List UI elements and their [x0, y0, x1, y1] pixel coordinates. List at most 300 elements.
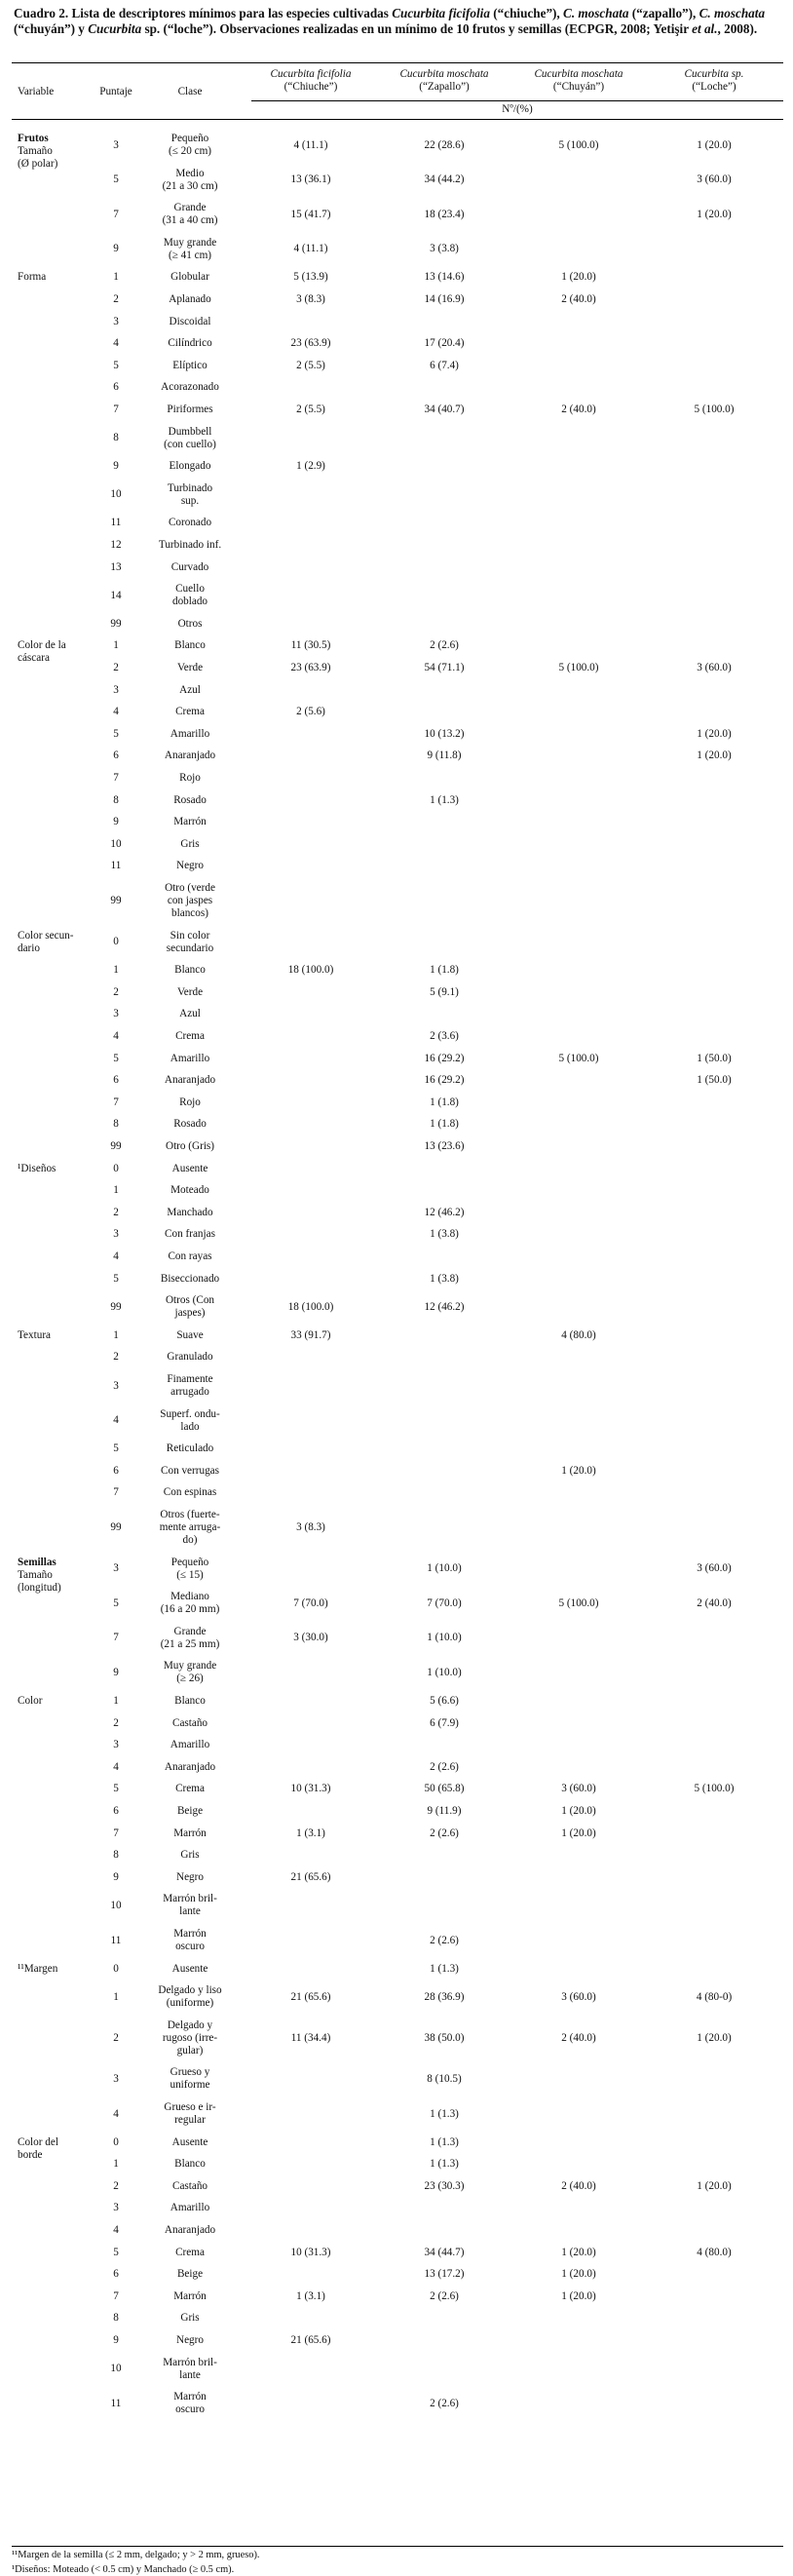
puntaje-cell: 6 [113, 1805, 119, 1817]
value-cell: 1 (3.8) [430, 1228, 459, 1241]
variable-label: borde [18, 2148, 43, 2161]
value-cell: 1 (3.1) [296, 2289, 325, 2302]
variable-label: Textura [18, 1328, 52, 1341]
puntaje-cell: 9 [113, 460, 119, 473]
header-rule [12, 119, 783, 120]
clase-cell: Anaranjado [164, 2224, 216, 2236]
value-cell: 11 (30.5) [290, 639, 331, 652]
value-cell: 1 (2.9) [296, 460, 325, 473]
clase-cell: Piriformes [167, 404, 213, 415]
clase-cell: Biseccionado [160, 1272, 220, 1285]
value-cell: 4 (80-0) [696, 1990, 733, 2003]
clase-cell: Negro [176, 860, 204, 872]
value-cell: 1 (10.0) [427, 1666, 462, 1678]
value-cell: 13 (36.1) [290, 173, 331, 186]
clase-cell: Anaranjado [164, 1074, 216, 1087]
value-cell: 34 (44.2) [424, 173, 465, 186]
value-cell: 34 (40.7) [424, 404, 465, 415]
caption-text: (“zapallo”), [628, 6, 699, 20]
value-cell: 3 (30.0) [293, 1632, 328, 1644]
puntaje-cell: 4 [113, 2107, 119, 2120]
clase-cell: Negro [176, 2334, 204, 2346]
value-cell: 1 (3.8) [430, 1272, 459, 1285]
variable-label: Tamaño [18, 1568, 53, 1581]
puntaje-cell: 7 [113, 1632, 119, 1644]
clase-cell: Suave [176, 1328, 204, 1341]
value-cell: 2 (2.6) [430, 1826, 459, 1839]
header-chiuche: Cucurbita ficifolia (“Chiuche”) [270, 68, 352, 93]
puntaje-cell: 6 [113, 1074, 119, 1087]
value-cell: 2 (2.6) [430, 639, 459, 652]
puntaje-cell: 6 [113, 750, 119, 762]
puntaje-cell: 13 [110, 560, 122, 573]
value-cell: 50 (65.8) [424, 1783, 465, 1795]
value-cell: 1 (20.0) [561, 2268, 596, 2281]
puntaje-cell: 0 [113, 1962, 119, 1975]
value-cell: 3 (3.8) [430, 243, 459, 255]
puntaje-cell: 1 [113, 964, 119, 977]
value-cell: 21 (65.6) [290, 1990, 331, 2003]
puntaje-cell: 4 [113, 1250, 119, 1262]
clase-cell: oscuro [175, 1941, 205, 1952]
clase-cell: Rojo [179, 772, 201, 784]
puntaje-cell: 7 [113, 404, 119, 415]
clase-cell: Con franjas [165, 1228, 215, 1241]
value-cell: 11 (34.4) [290, 2031, 331, 2044]
puntaje-cell: 2 [113, 662, 119, 673]
value-cell: 5 (100.0) [694, 404, 735, 415]
puntaje-cell: 0 [113, 936, 119, 948]
puntaje-cell: 0 [113, 1162, 119, 1174]
value-cell: 2 (5.5) [296, 359, 325, 371]
clase-cell: Amarillo [170, 727, 210, 740]
value-cell: 2 (40.0) [561, 2179, 596, 2192]
footnote-disenos: ¹Diseños: Moteado (< 0.5 cm) y Manchado (≥ 0.5 cm). [12, 2564, 235, 2575]
puntaje-cell: 8 [113, 432, 119, 444]
puntaje-cell: 5 [113, 359, 119, 371]
puntaje-cell: 10 [110, 2363, 122, 2375]
puntaje-cell: 7 [113, 2289, 119, 2302]
value-cell: 1 (1.3) [430, 2107, 459, 2120]
clase-cell: Marrón bril- [163, 2356, 217, 2368]
puntaje-cell: 8 [113, 793, 119, 806]
value-cell: 4 (11.1) [293, 243, 328, 255]
clase-cell: Amarillo [170, 1739, 210, 1751]
value-cell: 4 (80.0) [697, 2246, 732, 2258]
puntaje-cell: 4 [113, 337, 119, 350]
value-cell: 1 (1.8) [430, 1118, 459, 1131]
value-cell: 1 (1.3) [430, 2158, 459, 2171]
header-chuyan: Cucurbita moschata (“Chuyán”) [534, 68, 623, 93]
value-cell: 1 (1.3) [430, 793, 459, 806]
puntaje-cell: 2 [113, 1206, 119, 1218]
clase-cell: Verde [176, 985, 204, 998]
caption-species: Cucurbita [88, 21, 142, 36]
variable-label: Color [18, 1695, 43, 1707]
clase-cell: (31 a 40 cm) [162, 214, 218, 227]
footnote-margen: ¹¹Margen de la semilla (≤ 2 mm, delgado; y > 2 mm, grueso). [12, 2550, 260, 2560]
value-cell: 2 (40.0) [561, 404, 596, 415]
clase-cell: (≥ 26) [176, 1672, 204, 1685]
puntaje-cell: 1 [113, 271, 119, 284]
puntaje-cell: 4 [113, 1030, 119, 1042]
clase-cell: Anaranjado [164, 1760, 216, 1773]
value-cell: 15 (41.7) [290, 208, 331, 220]
clase-cell: (16 a 20 mm) [160, 1603, 220, 1616]
puntaje-cell: 7 [113, 1826, 119, 1839]
puntaje-cell: 3 [113, 138, 119, 151]
puntaje-cell: 99 [110, 1300, 122, 1313]
clase-cell: (≤ 20 cm) [168, 145, 212, 157]
clase-cell: Elíptico [172, 359, 208, 371]
clase-cell: Anaranjado [164, 750, 216, 762]
clase-cell: Blanco [174, 639, 206, 652]
clase-cell: Otros [177, 617, 203, 630]
value-cell: 7 (70.0) [293, 1596, 328, 1609]
clase-cell: jaspes) [174, 1307, 206, 1320]
value-cell: 23 (63.9) [290, 337, 331, 350]
puntaje-cell: 4 [113, 2224, 119, 2236]
value-cell: 2 (40.0) [697, 1596, 732, 1609]
clase-cell: Cilíndrico [168, 337, 212, 350]
puntaje-cell: 3 [113, 1739, 119, 1751]
caption-species: Cucurbita ficifolia [392, 6, 490, 20]
clase-cell: Crema [175, 706, 205, 718]
puntaje-cell: 5 [113, 1596, 119, 1609]
header-unit: Nº/(%) [502, 103, 533, 115]
clase-cell: Dumbbell [168, 425, 212, 438]
puntaje-cell: 11 [110, 517, 122, 529]
clase-cell: Otros (fuerte- [160, 1509, 220, 1520]
clase-cell: Negro [176, 1870, 204, 1883]
value-cell: 54 (71.1) [424, 662, 465, 673]
value-cell: 1 (50.0) [697, 1074, 732, 1087]
clase-cell: rugoso (irre- [162, 2031, 218, 2044]
clase-cell: uniforme [170, 2079, 210, 2092]
clase-cell: Pequeño [170, 1556, 209, 1568]
clase-cell: lante [179, 2368, 201, 2381]
puntaje-cell: 14 [110, 589, 122, 601]
header-loche: Cucurbita sp. (“Loche”) [684, 68, 744, 93]
clase-cell: Rosado [173, 793, 207, 806]
clase-cell: Blanco [174, 964, 206, 977]
value-cell: 1 (20.0) [561, 2246, 596, 2258]
value-cell: 9 (11.8) [427, 750, 462, 762]
puntaje-cell: 7 [113, 1486, 119, 1499]
clase-cell: Ausente [171, 1162, 208, 1174]
puntaje-cell: 5 [113, 1272, 119, 1285]
variable-label: cáscara [18, 652, 50, 665]
value-cell: 10 (31.3) [290, 2246, 331, 2258]
value-cell: 12 (46.2) [424, 1300, 465, 1313]
puntaje-cell: 99 [110, 1140, 122, 1152]
clase-cell: (21 a 30 cm) [162, 179, 218, 192]
value-cell: 1 (1.3) [430, 2135, 459, 2148]
puntaje-cell: 11 [110, 860, 122, 872]
variable-label: Semillas [18, 1556, 57, 1568]
clase-cell: Gris [180, 837, 200, 850]
clase-cell: Beige [176, 1805, 204, 1817]
value-cell: 1 (20.0) [697, 727, 732, 740]
clase-cell: Marrón [173, 816, 207, 828]
clase-cell: do) [182, 1534, 198, 1546]
clase-cell: Con rayas [168, 1250, 212, 1262]
clase-cell: Azul [179, 683, 201, 696]
value-cell: 2 (2.6) [430, 2289, 459, 2302]
value-cell: 1 (20.0) [561, 1464, 596, 1477]
value-cell: 6 (7.9) [430, 1716, 459, 1729]
puntaje-cell: 7 [113, 1096, 119, 1108]
unit-rule-top [251, 100, 783, 101]
clase-cell: mente arruga- [159, 1521, 221, 1533]
value-cell: 5 (100.0) [558, 138, 599, 151]
clase-cell: (≤ 15) [176, 1568, 204, 1581]
puntaje-cell: 3 [113, 683, 119, 696]
clase-cell: Ausente [171, 2135, 208, 2148]
caption-text: Cuadro 2. Lista de descriptores mínimos para las especies cultivadas [14, 6, 393, 20]
clase-cell: con jaspes [167, 895, 213, 906]
clase-cell: Marrón [173, 2391, 207, 2403]
value-cell: 1 (1.8) [430, 1096, 459, 1108]
puntaje-cell: 10 [110, 1899, 122, 1911]
value-cell: 38 (50.0) [424, 2031, 465, 2044]
caption-text: (“chiuche”), [489, 6, 564, 20]
clase-cell: Gris [180, 2312, 200, 2325]
value-cell: 3 (60.0) [697, 662, 732, 673]
clase-cell: (con cuello) [164, 438, 216, 450]
variable-label: Color de la [18, 639, 66, 652]
value-cell: 18 (23.4) [424, 208, 465, 220]
puntaje-cell: 5 [113, 2246, 119, 2258]
puntaje-cell: 2 [113, 1351, 119, 1364]
variable-label: Color del [18, 2135, 58, 2148]
clase-cell: doblado [171, 596, 208, 608]
puntaje-cell: 8 [113, 1849, 119, 1862]
puntaje-cell: 8 [113, 1118, 119, 1131]
clase-cell: Muy grande [163, 236, 217, 249]
value-cell: 3 (8.3) [296, 1521, 325, 1533]
puntaje-cell: 7 [113, 208, 119, 220]
clase-cell: Turbinado [167, 481, 213, 494]
puntaje-cell: 99 [110, 1521, 122, 1533]
puntaje-cell: 0 [113, 2135, 119, 2148]
value-cell: 3 (60.0) [697, 1562, 732, 1575]
clase-cell: Delgado y liso [158, 1984, 222, 1997]
value-cell: 2 (5.6) [296, 706, 325, 718]
variable-label: ¹¹Margen [18, 1962, 58, 1975]
puntaje-cell: 5 [113, 1052, 119, 1064]
puntaje-cell: 99 [110, 617, 122, 630]
clase-cell: Verde [176, 662, 204, 673]
clase-cell: arrugado [170, 1386, 209, 1398]
value-cell: 23 (30.3) [424, 2179, 465, 2192]
clase-cell: blancos) [171, 907, 208, 919]
puntaje-cell: 6 [113, 381, 119, 394]
value-cell: 2 (2.6) [430, 2397, 459, 2409]
clase-cell: (21 a 25 mm) [160, 1637, 220, 1650]
clase-cell: Marrón [173, 1928, 207, 1940]
clase-cell: Muy grande [163, 1660, 217, 1672]
clase-cell: Curvado [170, 560, 209, 573]
value-cell: 21 (65.6) [290, 2334, 331, 2346]
puntaje-cell: 3 [113, 1008, 119, 1020]
puntaje-cell: 3 [113, 1379, 119, 1392]
value-cell: 13 (23.6) [424, 1140, 465, 1152]
value-cell: 10 (31.3) [290, 1783, 331, 1795]
clase-cell: Rosado [173, 1118, 207, 1131]
clase-cell: Grande [173, 1625, 207, 1637]
value-cell: 3 (8.3) [296, 293, 325, 305]
puntaje-cell: 9 [113, 1666, 119, 1678]
puntaje-cell: 9 [113, 243, 119, 255]
clase-cell: Gris [180, 1849, 200, 1862]
clase-cell: oscuro [175, 2403, 205, 2416]
value-cell: 3 (60.0) [561, 1783, 596, 1795]
clase-cell: gular) [176, 2044, 204, 2057]
header-puntaje: Puntaje [99, 86, 132, 97]
caption-etal: et al. [692, 21, 718, 36]
clase-cell: Ausente [171, 1962, 208, 1975]
value-cell: 3 (60.0) [697, 173, 732, 186]
puntaje-cell: 3 [113, 2202, 119, 2214]
value-cell: 12 (46.2) [424, 1206, 465, 1218]
header-clase: Clase [177, 86, 203, 97]
puntaje-cell: 1 [113, 1328, 119, 1341]
puntaje-cell: 4 [113, 706, 119, 718]
clase-cell: Coronado [168, 517, 212, 529]
value-cell: 2 (40.0) [561, 2031, 596, 2044]
puntaje-cell: 1 [113, 1184, 119, 1197]
puntaje-cell: 1 [113, 1695, 119, 1707]
value-cell: 34 (44.7) [424, 2246, 465, 2258]
clase-cell: Superf. ondu- [160, 1407, 220, 1420]
variable-label: ¹Diseños [18, 1162, 57, 1174]
clase-cell: Otro (Gris) [165, 1140, 215, 1152]
value-cell: 1 (20.0) [697, 750, 732, 762]
clase-cell: Aplanado [169, 293, 211, 305]
value-cell: 16 (29.2) [424, 1052, 465, 1064]
value-cell: 1 (20.0) [561, 1805, 596, 1817]
clase-cell: Granulado [167, 1351, 213, 1364]
puntaje-cell: 5 [113, 727, 119, 740]
clase-cell: Otros (Con [165, 1294, 215, 1307]
clase-cell: Discoidal [169, 315, 211, 327]
puntaje-cell: 7 [113, 772, 119, 784]
variable-label: (Ø polar) [18, 158, 58, 170]
puntaje-cell: 2 [113, 1716, 119, 1729]
puntaje-cell: 3 [113, 2072, 119, 2085]
value-cell: 9 (11.9) [427, 1805, 462, 1817]
puntaje-cell: 9 [113, 816, 119, 828]
clase-cell: Castaño [171, 1716, 208, 1729]
value-cell: 5 (100.0) [558, 662, 599, 673]
value-cell: 8 (10.5) [427, 2072, 462, 2085]
puntaje-cell: 2 [113, 2179, 119, 2192]
value-cell: 2 (3.6) [430, 1030, 459, 1042]
value-cell: 1 (20.0) [697, 138, 732, 151]
clase-cell: Turbinado inf. [158, 539, 222, 551]
clase-cell: (≥ 41 cm) [168, 249, 212, 261]
value-cell: 13 (14.6) [424, 271, 465, 284]
clase-cell: lante [179, 1905, 201, 1918]
variable-label: dario [18, 942, 40, 954]
caption-species: C. moschata [563, 6, 629, 20]
clase-cell: Mediano [170, 1591, 209, 1603]
puntaje-cell: 5 [113, 1783, 119, 1795]
puntaje-cell: 5 [113, 1442, 119, 1455]
value-cell: 1 (20.0) [697, 208, 732, 220]
puntaje-cell: 3 [113, 1562, 119, 1575]
variable-label: Forma [18, 271, 47, 284]
puntaje-cell: 3 [113, 315, 119, 327]
clase-cell: regular [174, 2114, 206, 2126]
puntaje-cell: 3 [113, 1228, 119, 1241]
value-cell: 7 (70.0) [427, 1596, 462, 1609]
value-cell: 2 (2.6) [430, 1760, 459, 1773]
clase-cell: Crema [175, 1030, 205, 1042]
value-cell: 2 (5.5) [296, 404, 325, 415]
clase-cell: Manchado [167, 1206, 213, 1218]
clase-cell: Con espinas [163, 1486, 217, 1499]
puntaje-cell: 4 [113, 1760, 119, 1773]
table-caption [14, 6, 783, 37]
puntaje-cell: 9 [113, 1870, 119, 1883]
value-cell: 1 (1.3) [430, 1962, 459, 1975]
value-cell: 21 (65.6) [290, 1870, 331, 1883]
clase-cell: lado [180, 1420, 200, 1433]
value-cell: 1 (50.0) [697, 1052, 732, 1064]
value-cell: 3 (60.0) [561, 1990, 596, 2003]
value-cell: 23 (63.9) [290, 662, 331, 673]
clase-cell: Elongado [169, 460, 211, 473]
value-cell: 28 (36.9) [424, 1990, 465, 2003]
value-cell: 13 (17.2) [424, 2268, 465, 2281]
value-cell: 1 (20.0) [561, 2289, 596, 2302]
puntaje-cell: 1 [113, 639, 119, 652]
bottom-rule [12, 2546, 783, 2547]
clase-cell: Beige [176, 2268, 204, 2281]
clase-cell: Acorazonado [161, 381, 219, 394]
value-cell: 1 (20.0) [561, 1826, 596, 1839]
puntaje-cell: 6 [113, 1464, 119, 1477]
puntaje-cell: 2 [113, 293, 119, 305]
clase-cell: Delgado y [167, 2019, 213, 2031]
clase-cell: (uniforme) [166, 1997, 214, 2010]
value-cell: 16 (29.2) [424, 1074, 465, 1087]
puntaje-cell: 1 [113, 2158, 119, 2171]
value-cell: 5 (100.0) [694, 1783, 735, 1795]
clase-cell: Crema [175, 1783, 205, 1795]
puntaje-cell: 12 [110, 539, 122, 551]
puntaje-cell: 8 [113, 2312, 119, 2325]
clase-cell: Azul [179, 1008, 201, 1020]
clase-cell: Grueso y [170, 2066, 210, 2079]
puntaje-cell: 1 [113, 1990, 119, 2003]
value-cell: 2 (2.6) [430, 1934, 459, 1946]
caption-text: sp. (“loche”). Observaciones realizadas en un mínimo de 10 frutos y semillas (ECPGR, 2008; Yetişir [141, 21, 693, 36]
clase-cell: Blanco [174, 1695, 206, 1707]
value-cell: 5 (9.1) [430, 985, 459, 998]
puntaje-cell: 6 [113, 2268, 119, 2281]
clase-cell: Sin color [170, 929, 210, 942]
value-cell: 1 (3.1) [296, 1826, 325, 1839]
value-cell: 1 (10.0) [427, 1562, 462, 1575]
puntaje-cell: 11 [110, 2397, 122, 2409]
value-cell: 18 (100.0) [287, 1300, 334, 1313]
value-cell: 2 (40.0) [561, 293, 596, 305]
clase-cell: Cuello [175, 583, 205, 596]
value-cell: 33 (91.7) [290, 1328, 331, 1341]
